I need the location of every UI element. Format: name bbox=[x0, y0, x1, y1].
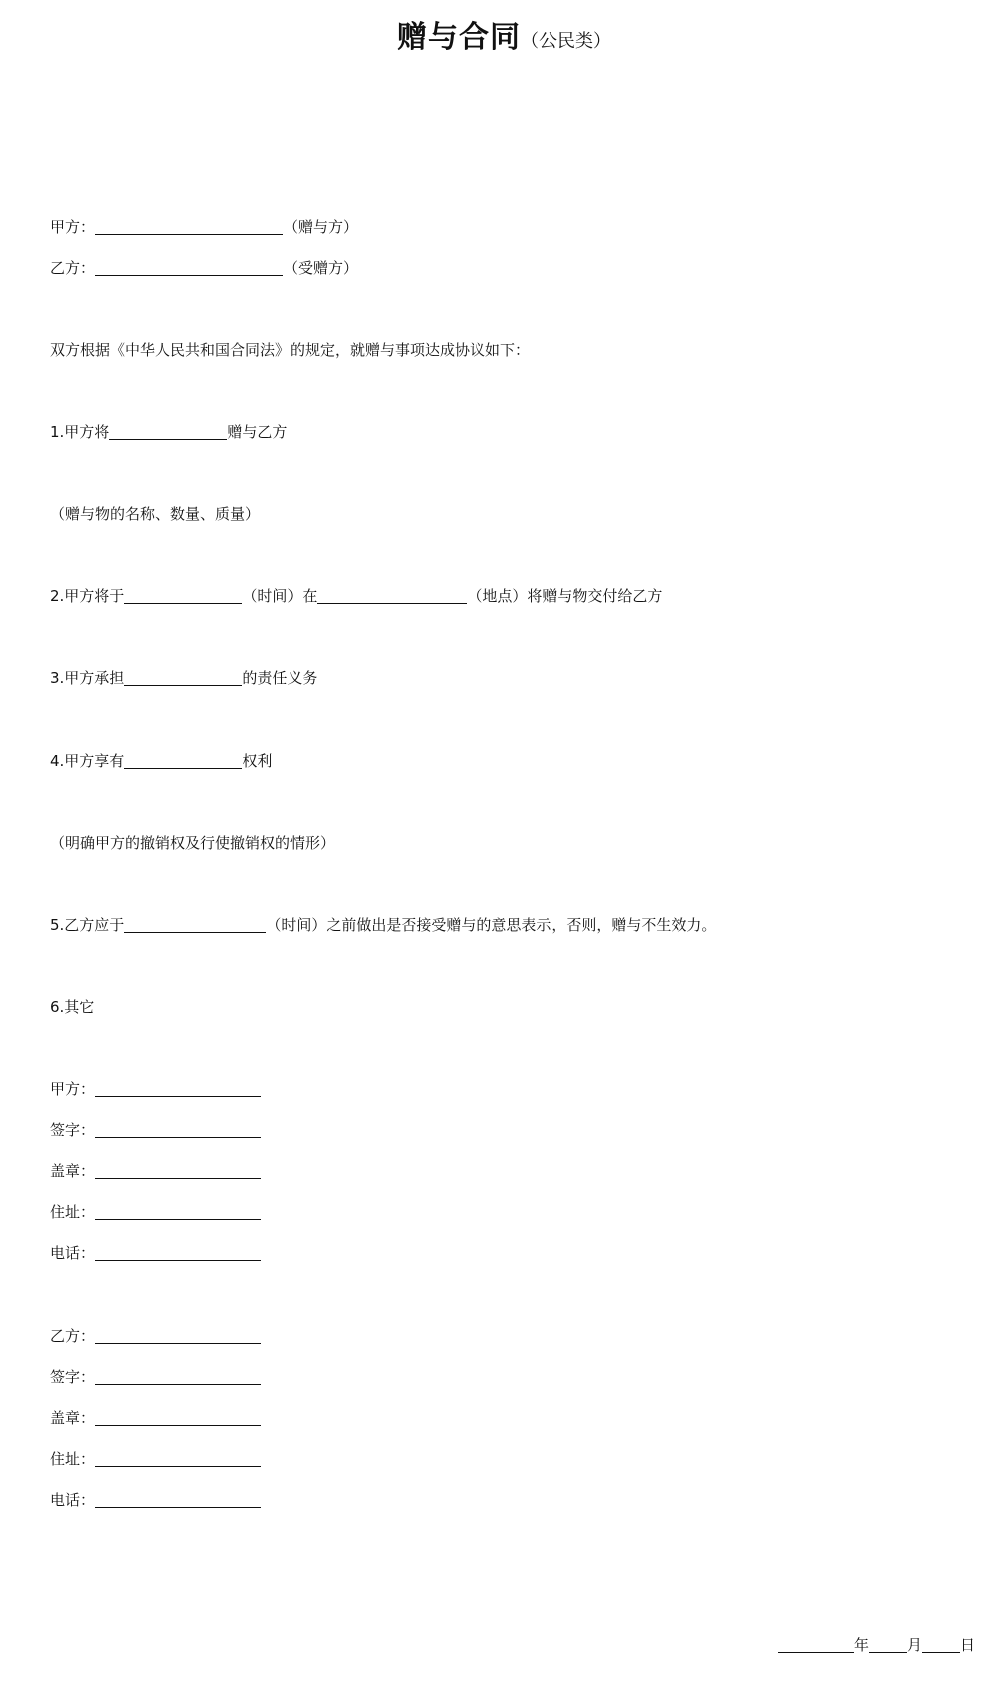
sign-a-party-line bbox=[50, 1079, 261, 1099]
clause-4-blank[interactable] bbox=[124, 752, 242, 769]
sign-a-seal-line bbox=[50, 1161, 261, 1181]
date-month-label: 月 bbox=[907, 1636, 923, 1654]
sign-b-party-line bbox=[50, 1326, 261, 1346]
clause-4-prefix: 4.甲方享有 bbox=[50, 752, 125, 770]
sign-b-seal-blank[interactable] bbox=[95, 1409, 261, 1426]
clause-2-suffix: （地点）将赠与物交付给乙方 bbox=[467, 587, 663, 605]
clause-3 bbox=[50, 668, 317, 688]
party-b-blank[interactable] bbox=[95, 259, 283, 276]
sign-a-address-blank[interactable] bbox=[95, 1203, 261, 1220]
sign-a-seal-blank[interactable] bbox=[95, 1162, 261, 1179]
sign-b-address-blank[interactable] bbox=[95, 1450, 261, 1467]
party-b-line bbox=[50, 258, 358, 278]
sign-b-address-line bbox=[50, 1449, 261, 1469]
date-year-blank[interactable] bbox=[778, 1636, 854, 1653]
clause-4-note: （明确甲方的撤销权及行使撤销权的情形） bbox=[50, 834, 336, 852]
clause-1-prefix: 1.甲方将 bbox=[50, 423, 110, 441]
sign-b-seal-line bbox=[50, 1408, 261, 1428]
sign-a-phone-line bbox=[50, 1243, 261, 1263]
sign-b-address-label: 住址： bbox=[50, 1450, 96, 1468]
sign-a-party-label: 甲方： bbox=[50, 1080, 96, 1098]
clause-2-place-blank[interactable] bbox=[317, 587, 467, 604]
party-b-role: （受赠方） bbox=[283, 259, 359, 277]
party-b-label: 乙方： bbox=[50, 259, 96, 277]
sign-b-phone-blank[interactable] bbox=[95, 1491, 261, 1508]
party-a-label: 甲方： bbox=[50, 218, 96, 236]
date-month-blank[interactable] bbox=[869, 1636, 907, 1653]
clause-1-blank[interactable] bbox=[109, 423, 227, 440]
party-a-line bbox=[50, 217, 358, 237]
clause-3-prefix: 3.甲方承担 bbox=[50, 669, 125, 687]
clause-5-prefix: 5.乙方应于 bbox=[50, 916, 125, 934]
sign-b-signature-line bbox=[50, 1367, 261, 1387]
party-a-role: （赠与方） bbox=[283, 218, 359, 236]
clause-1-note: （赠与物的名称、数量、质量） bbox=[50, 505, 261, 523]
party-a-blank[interactable] bbox=[95, 218, 283, 235]
sign-a-address-line bbox=[50, 1202, 261, 1222]
sign-b-signature-blank[interactable] bbox=[95, 1368, 261, 1385]
clause-5 bbox=[50, 915, 716, 935]
contract-title: 赠与合同 bbox=[397, 20, 521, 55]
clause-3-blank[interactable] bbox=[124, 669, 242, 686]
contract-subtitle: （公民类） bbox=[521, 31, 611, 52]
sign-b-party-label: 乙方： bbox=[50, 1327, 96, 1345]
contract-title-block bbox=[0, 18, 1008, 62]
clause-2-prefix: 2.甲方将于 bbox=[50, 587, 125, 605]
sign-a-signature-line bbox=[50, 1120, 261, 1140]
signing-date bbox=[778, 1635, 975, 1655]
clause-5-suffix: （时间）之前做出是否接受赠与的意思表示，否则，赠与不生效力。 bbox=[266, 916, 717, 934]
sign-a-phone-blank[interactable] bbox=[95, 1244, 261, 1261]
sign-a-address-label: 住址： bbox=[50, 1203, 96, 1221]
sign-b-phone-line bbox=[50, 1490, 261, 1510]
sign-b-signature-label: 签字： bbox=[50, 1368, 96, 1386]
clause-1 bbox=[50, 422, 287, 442]
clause-2 bbox=[50, 586, 662, 606]
sign-a-seal-label: 盖章： bbox=[50, 1162, 96, 1180]
date-day-label: 日 bbox=[960, 1636, 976, 1654]
preamble: 双方根据《中华人民共和国合同法》的规定，就赠与事项达成协议如下： bbox=[50, 341, 531, 359]
sign-a-party-blank[interactable] bbox=[95, 1080, 261, 1097]
date-day-blank[interactable] bbox=[922, 1636, 960, 1653]
clause-6: 6.其它 bbox=[50, 998, 95, 1016]
clause-1-suffix: 赠与乙方 bbox=[227, 423, 288, 441]
clause-3-suffix: 的责任义务 bbox=[242, 669, 318, 687]
sign-a-phone-label: 电话： bbox=[50, 1244, 96, 1262]
sign-a-signature-blank[interactable] bbox=[95, 1121, 261, 1138]
clause-4-suffix: 权利 bbox=[242, 752, 273, 770]
clause-4 bbox=[50, 751, 272, 771]
clause-2-time-blank[interactable] bbox=[124, 587, 242, 604]
sign-a-signature-label: 签字： bbox=[50, 1121, 96, 1139]
clause-2-mid: （时间）在 bbox=[242, 587, 318, 605]
sign-b-party-blank[interactable] bbox=[95, 1327, 261, 1344]
clause-5-blank[interactable] bbox=[124, 916, 266, 933]
sign-b-seal-label: 盖章： bbox=[50, 1409, 96, 1427]
sign-b-phone-label: 电话： bbox=[50, 1491, 96, 1509]
date-year-label: 年 bbox=[854, 1636, 870, 1654]
